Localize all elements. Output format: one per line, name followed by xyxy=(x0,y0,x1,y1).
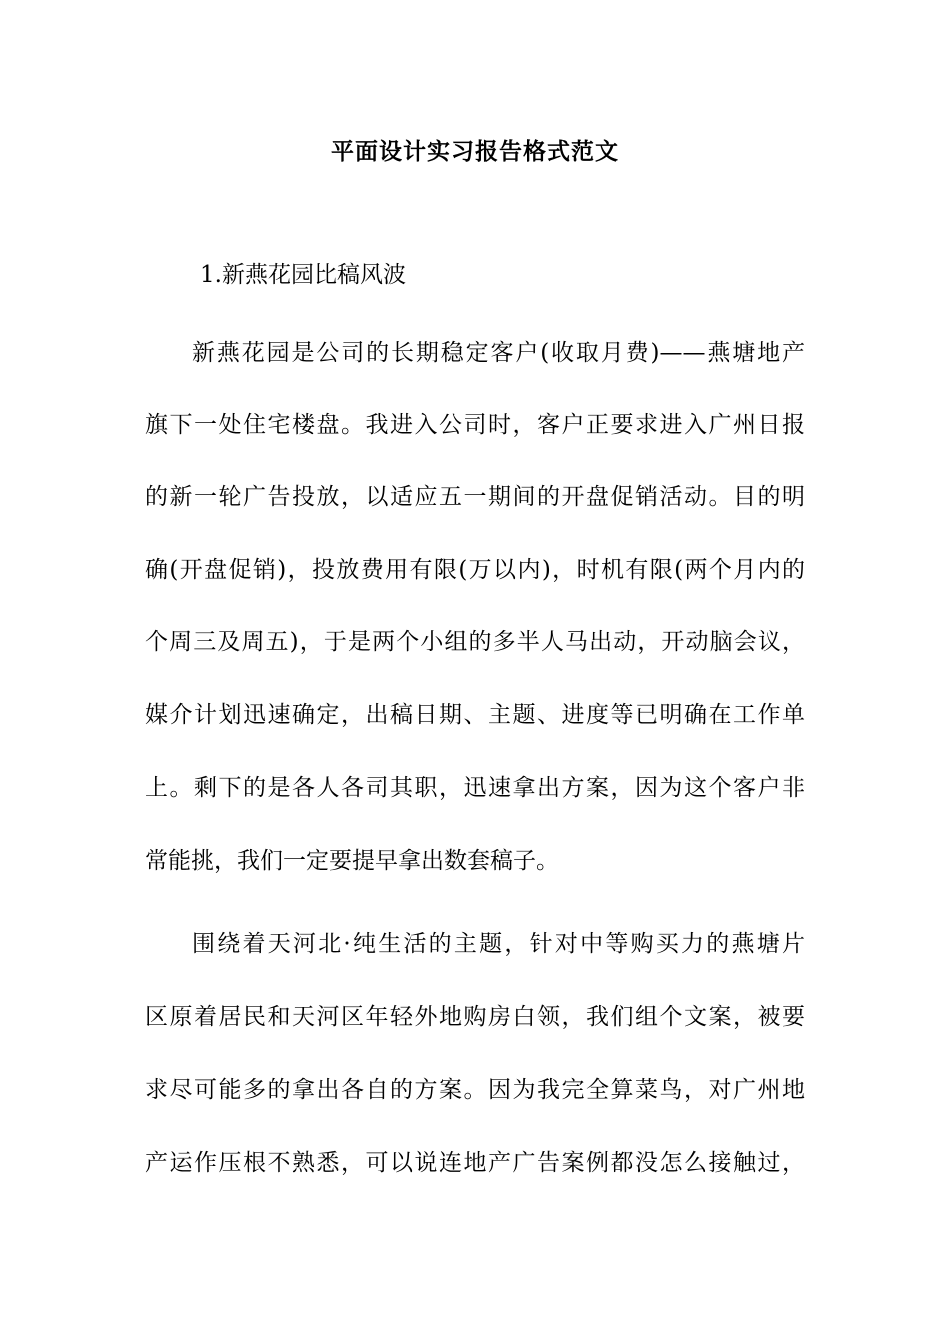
section-heading: 1.新燕花园比稿风波 xyxy=(200,262,406,288)
paragraph-line: 个周三及周五)，于是两个小组的多半人马出动，开动脑会议， xyxy=(145,629,805,655)
paragraph-line: 的新一轮广告投放，以适应五一期间的开盘促销活动。目的明 xyxy=(145,484,805,510)
paragraph-line: 围绕着天河北·纯生活的主题，针对中等购买力的燕塘片 xyxy=(192,931,805,957)
paragraph-line: 媒介计划迅速确定，出稿日期、主题、进度等已明确在工作单 xyxy=(145,702,805,728)
paragraph-line: 新燕花园是公司的长期稳定客户(收取月费)——燕塘地产 xyxy=(192,340,805,366)
paragraph-line: 旗下一处住宅楼盘。我进入公司时，客户正要求进入广州日报 xyxy=(145,412,805,438)
paragraph-line: 常能挑，我们一定要提早拿出数套稿子。 xyxy=(145,848,559,874)
document-title: 平面设计实习报告格式范文 xyxy=(331,138,619,165)
paragraph-line: 求尽可能多的拿出各自的方案。因为我完全算菜鸟，对广州地 xyxy=(145,1077,805,1103)
paragraph-line: 确(开盘促销)，投放费用有限(万以内)，时机有限(两个月内的 xyxy=(145,557,805,583)
paragraph-line: 上。剩下的是各人各司其职，迅速拿出方案，因为这个客户非 xyxy=(145,775,805,801)
paragraph-line: 区原着居民和天河区年轻外地购房白领，我们组个文案，被要 xyxy=(145,1004,805,1030)
paragraph-line: 产运作压根不熟悉，可以说连地产广告案例都没怎么接触过， xyxy=(145,1150,805,1176)
